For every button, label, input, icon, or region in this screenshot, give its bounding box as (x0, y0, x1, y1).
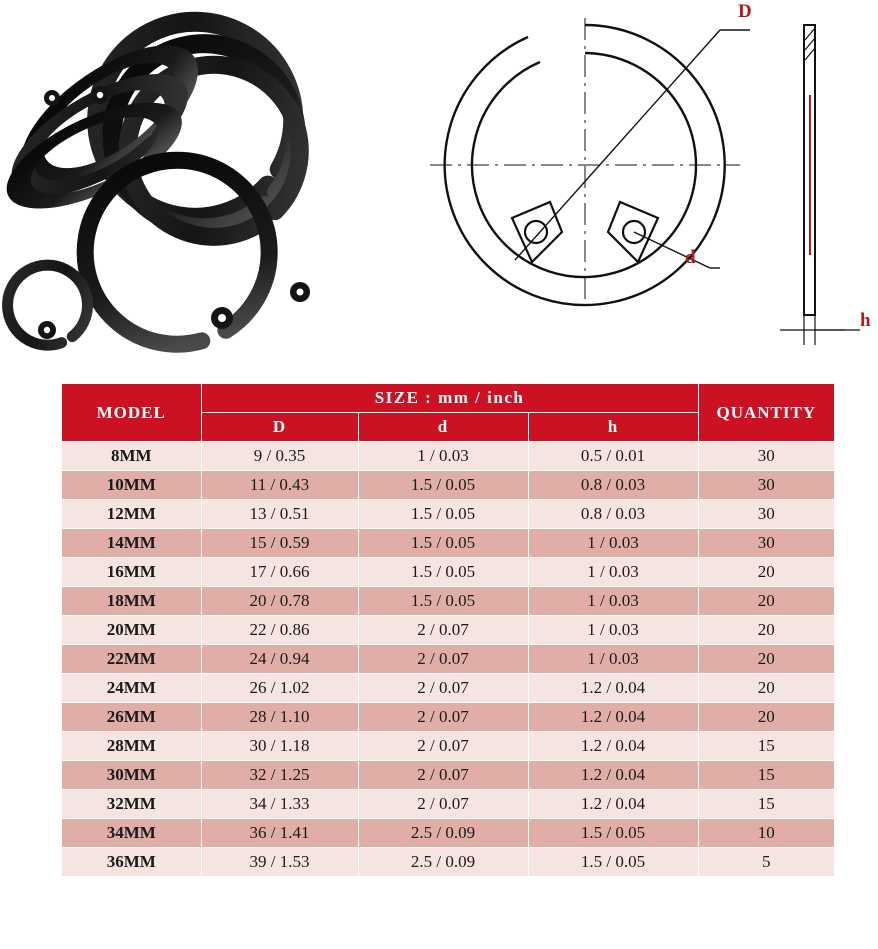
cell-d-inner: 2.5 / 0.09 (358, 819, 528, 848)
cell-d-outer: 26 / 1.02 (201, 674, 358, 703)
cell-d-inner: 2 / 0.07 (358, 645, 528, 674)
cell-d-outer: 15 / 0.59 (201, 529, 358, 558)
cell-d-outer: 30 / 1.18 (201, 732, 358, 761)
cell-h: 1.2 / 0.04 (528, 674, 698, 703)
table-row (61, 471, 835, 500)
cell-d-outer: 24 / 0.94 (201, 645, 358, 674)
cell-model: 36MM (61, 848, 201, 878)
cell-quantity: 20 (698, 587, 835, 616)
cell-h: 1.2 / 0.04 (528, 732, 698, 761)
cell-quantity: 15 (698, 790, 835, 819)
cell-quantity: 15 (698, 761, 835, 790)
table-row (61, 703, 835, 732)
table-row (61, 616, 835, 645)
cell-model: 8MM (61, 442, 201, 471)
cell-model: 34MM (61, 819, 201, 848)
cell-d-inner: 1.5 / 0.05 (358, 471, 528, 500)
table-body (61, 442, 835, 878)
cell-d-inner: 1.5 / 0.05 (358, 529, 528, 558)
cell-quantity: 30 (698, 471, 835, 500)
cell-quantity: 15 (698, 732, 835, 761)
cell-model: 10MM (61, 471, 201, 500)
cell-d-inner: 2 / 0.07 (358, 790, 528, 819)
table-row (61, 529, 835, 558)
table-row (61, 674, 835, 703)
cell-h: 1 / 0.03 (528, 645, 698, 674)
cell-quantity: 20 (698, 703, 835, 732)
cell-d-inner: 2.5 / 0.09 (358, 848, 528, 878)
cell-quantity: 5 (698, 848, 835, 878)
technical-front-view (420, 0, 750, 370)
table-row (61, 761, 835, 790)
table-row (61, 558, 835, 587)
cell-d-outer: 20 / 0.78 (201, 587, 358, 616)
technical-side-view (760, 0, 878, 370)
label-D: D (738, 1, 752, 22)
cell-h: 1 / 0.03 (528, 529, 698, 558)
cell-d-inner: 2 / 0.07 (358, 674, 528, 703)
table-head-row-1 (61, 383, 835, 413)
cell-model: 18MM (61, 587, 201, 616)
cell-d-inner: 1.5 / 0.05 (358, 587, 528, 616)
cell-d-inner: 2 / 0.07 (358, 616, 528, 645)
cell-d-outer: 32 / 1.25 (201, 761, 358, 790)
table-row (61, 587, 835, 616)
cell-model: 16MM (61, 558, 201, 587)
cell-d-outer: 13 / 0.51 (201, 500, 358, 529)
table-row (61, 500, 835, 529)
cell-model: 26MM (61, 703, 201, 732)
circlip-rings-photo (0, 0, 420, 370)
table-row (61, 732, 835, 761)
cell-h: 0.8 / 0.03 (528, 500, 698, 529)
cell-quantity: 20 (698, 674, 835, 703)
header-model: MODEL (61, 383, 201, 442)
header-h: h (528, 413, 698, 442)
front-view-svg (420, 0, 750, 370)
table-row (61, 645, 835, 674)
stacked-rings-group (0, 0, 364, 365)
cell-d-outer: 17 / 0.66 (201, 558, 358, 587)
cell-model: 14MM (61, 529, 201, 558)
table-row (61, 848, 835, 878)
cell-d-inner: 1.5 / 0.05 (358, 558, 528, 587)
label-h: h (860, 310, 871, 331)
cell-model: 28MM (61, 732, 201, 761)
header-size: SIZE : mm / inch (201, 383, 698, 413)
cell-h: 1 / 0.03 (528, 587, 698, 616)
cell-d-inner: 2 / 0.07 (358, 761, 528, 790)
header-quantity: QUANTITY (698, 383, 835, 442)
header-d-outer: D (201, 413, 358, 442)
cell-h: 0.5 / 0.01 (528, 442, 698, 471)
cell-h: 0.8 / 0.03 (528, 471, 698, 500)
cell-quantity: 30 (698, 442, 835, 471)
cell-h: 1.2 / 0.04 (528, 703, 698, 732)
cell-quantity: 10 (698, 819, 835, 848)
cell-model: 30MM (61, 761, 201, 790)
cell-model: 12MM (61, 500, 201, 529)
leader-d (634, 232, 720, 268)
cell-d-outer: 36 / 1.41 (201, 819, 358, 848)
label-d: d (685, 247, 696, 268)
cell-model: 32MM (61, 790, 201, 819)
cell-h: 1.5 / 0.05 (528, 819, 698, 848)
cell-h: 1.2 / 0.04 (528, 790, 698, 819)
cell-d-outer: 28 / 1.10 (201, 703, 358, 732)
table-row (61, 819, 835, 848)
cell-h: 1 / 0.03 (528, 558, 698, 587)
table-head (61, 383, 835, 442)
table-row (61, 442, 835, 471)
cell-model: 22MM (61, 645, 201, 674)
product-illustration-area (0, 0, 878, 375)
cell-quantity: 20 (698, 645, 835, 674)
cell-model: 20MM (61, 616, 201, 645)
cell-d-outer: 11 / 0.43 (201, 471, 358, 500)
cell-d-outer: 34 / 1.33 (201, 790, 358, 819)
cell-d-outer: 22 / 0.86 (201, 616, 358, 645)
circlip-photo-svg (0, 0, 420, 370)
cell-h: 1.2 / 0.04 (528, 761, 698, 790)
cell-h: 1.5 / 0.05 (528, 848, 698, 878)
cell-h: 1 / 0.03 (528, 616, 698, 645)
cell-quantity: 20 (698, 616, 835, 645)
thickness-dimension (780, 315, 860, 345)
cell-quantity: 20 (698, 558, 835, 587)
cell-model: 24MM (61, 674, 201, 703)
cell-d-inner: 2 / 0.07 (358, 732, 528, 761)
table-row (61, 790, 835, 819)
cell-d-inner: 1.5 / 0.05 (358, 500, 528, 529)
cell-quantity: 30 (698, 529, 835, 558)
cell-d-outer: 39 / 1.53 (201, 848, 358, 878)
header-d-inner: d (358, 413, 528, 442)
cell-d-inner: 1 / 0.03 (358, 442, 528, 471)
specification-table (60, 382, 836, 878)
cell-quantity: 30 (698, 500, 835, 529)
cell-d-inner: 2 / 0.07 (358, 703, 528, 732)
cell-d-outer: 9 / 0.35 (201, 442, 358, 471)
specification-table-wrapper (60, 382, 834, 878)
